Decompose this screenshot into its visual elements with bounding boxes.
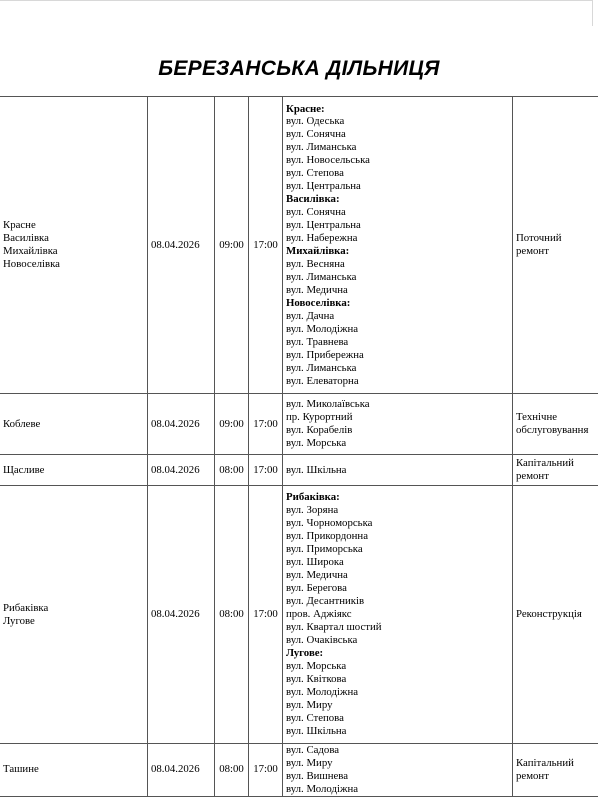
street-name: пр. Курортний (286, 411, 353, 424)
street-name: вул. Травнева (286, 335, 349, 348)
street-name: вул. Лиманська (286, 270, 357, 283)
settlement-name: Щасливе (3, 463, 45, 476)
street-name: вул. Молодіжна (286, 782, 359, 795)
settlement-name: Рибаківка (3, 601, 49, 614)
streets-cell (283, 455, 513, 486)
street-name: вул. Сонячна (286, 206, 346, 219)
street-name: вул. Корабелів (286, 424, 353, 436)
settlement-cell (0, 97, 148, 394)
street-name: вул. Сонячна (286, 128, 346, 141)
settlement-cell (0, 455, 148, 486)
settlement-name: Василівка (3, 232, 49, 245)
work-type-text: Капітальний (516, 457, 574, 470)
end-time-cell: 17:00 (249, 486, 283, 744)
work-type-text: ремонт (516, 245, 549, 257)
street-name: вул. Степова (286, 167, 344, 180)
street-name: вул. Вишнева (286, 769, 349, 782)
settlement-name: Лугове (3, 614, 35, 627)
work-type-text: ремонт (516, 470, 549, 482)
settlement-name: Ташине (3, 763, 39, 776)
street-name: вул. Шкільна (286, 463, 347, 476)
street-name: вул. Квіткова (286, 672, 347, 685)
date-cell: 08.04.2026 (148, 744, 215, 797)
work-type-cell (513, 455, 598, 486)
street-name: вул. Елеваторна (286, 374, 359, 387)
street-name: вул. Дачна (286, 309, 335, 322)
street-name: вул. Лиманська (286, 361, 357, 374)
work-type-cell (513, 394, 598, 455)
street-name: вул. Миру (286, 756, 333, 769)
street-name: вул. Лиманська (286, 141, 357, 154)
street-name: вул. Чорноморська (286, 517, 373, 530)
start-time-cell: 08:00 (215, 744, 249, 797)
street-name: вул. Молодіжна (286, 685, 359, 698)
end-time-cell: 17:00 (249, 394, 283, 455)
work-type-text: Поточний (516, 232, 562, 245)
street-name: вул. Берегова (286, 582, 347, 595)
street-name: вул. Одеська (286, 115, 345, 128)
work-type-text: Технічне (516, 411, 558, 424)
street-name: пров. Аджіякс (286, 608, 352, 621)
street-name: вул. Медична (286, 569, 348, 582)
street-name: вул. Приморська (286, 543, 363, 556)
street-name: вул. Очаківська (286, 633, 358, 646)
street-name: вул. Десантників (286, 595, 365, 608)
street-name: вул. Садова (286, 744, 340, 756)
settlement-name: Новоселівка (3, 257, 60, 270)
work-type-text: Капітальний (516, 756, 574, 769)
street-name: вул. Квартал шостий (286, 620, 382, 633)
village-heading: Красне: (286, 102, 325, 115)
street-name: вул. Молодіжна (286, 322, 359, 335)
end-time-cell: 17:00 (249, 97, 283, 394)
work-type-text: обслуговування (516, 424, 589, 436)
street-name: вул. Зоряна (286, 504, 339, 517)
date-cell: 08.04.2026 (148, 97, 215, 394)
start-time-cell: 08:00 (215, 486, 249, 744)
village-heading: Михайлівка: (286, 245, 350, 257)
streets-cell (283, 744, 513, 797)
streets-cell (283, 394, 513, 455)
work-type-cell (513, 97, 598, 394)
schedule-table-body (0, 97, 598, 797)
street-name: вул. Набережна (286, 232, 358, 245)
work-type-text: ремонт (516, 769, 549, 782)
street-name: вул. Прибережна (286, 348, 364, 361)
schedule-table (0, 96, 598, 797)
settlement-cell (0, 486, 148, 744)
street-name: вул. Степова (286, 711, 344, 724)
start-time-cell: 08:00 (215, 455, 249, 486)
settlement-cell (0, 744, 148, 797)
street-name: вул. Шкільна (286, 724, 347, 737)
street-name: вул. Весняна (286, 257, 345, 270)
village-heading: Рибаківка: (286, 491, 340, 504)
street-name: вул. Морська (286, 659, 347, 672)
work-type-cell (513, 486, 598, 744)
street-name: вул. Медична (286, 283, 348, 296)
village-heading: Новоселівка: (286, 296, 351, 309)
table-row (0, 486, 598, 744)
date-cell: 08.04.2026 (148, 486, 215, 744)
date-cell: 08.04.2026 (148, 394, 215, 455)
street-name: вул. Миру (286, 698, 333, 711)
streets-cell (283, 486, 513, 744)
street-name: вул. Новосельська (286, 154, 370, 167)
page-top-border (0, 0, 592, 1)
page-title: БЕРЕЗАНСЬКА ДІЛЬНИЦЯ (158, 57, 440, 80)
work-type-cell (513, 744, 598, 797)
work-type-text: Реконструкція (516, 608, 582, 621)
street-name: вул. Центральна (286, 180, 361, 193)
street-name: вул. Центральна (286, 219, 361, 232)
settlement-name: Коблеве (3, 417, 41, 430)
table-row (0, 394, 598, 455)
start-time-cell: 09:00 (215, 394, 249, 455)
end-time-cell: 17:00 (249, 455, 283, 486)
start-time-cell: 09:00 (215, 97, 249, 394)
table-row (0, 455, 598, 486)
street-name: вул. Миколаївська (286, 398, 370, 411)
village-heading: Лугове: (286, 646, 324, 659)
table-row (0, 97, 598, 394)
street-name: вул. Широка (286, 556, 344, 569)
streets-cell (283, 97, 513, 394)
page-right-border (592, 0, 593, 26)
settlement-name: Красне (3, 219, 36, 232)
settlement-cell (0, 394, 148, 455)
end-time-cell: 17:00 (249, 744, 283, 797)
street-name: вул. Морська (286, 436, 347, 449)
settlement-name: Михайлівка (3, 245, 58, 257)
table-row (0, 744, 598, 797)
village-heading: Василівка: (286, 193, 340, 206)
date-cell: 08.04.2026 (148, 455, 215, 486)
street-name: вул. Прикордонна (286, 530, 369, 543)
